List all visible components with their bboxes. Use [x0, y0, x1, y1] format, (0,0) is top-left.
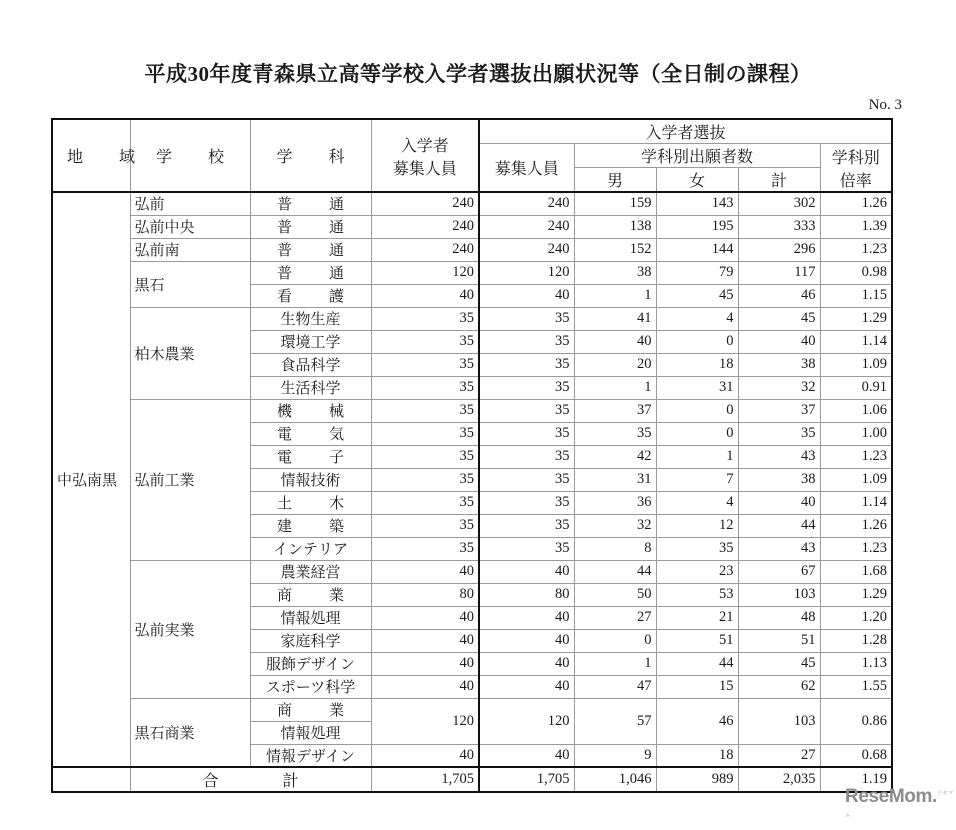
cell-total: 37: [738, 399, 820, 422]
cell-entrance-capacity: 240: [371, 215, 479, 238]
cell-ratio: 1.39: [820, 215, 892, 238]
cell-total: 35: [738, 422, 820, 445]
header-selection-group: 入学者選抜: [479, 119, 892, 144]
cell-entrance-capacity: 35: [371, 468, 479, 491]
cell-capacity: 40: [479, 284, 574, 307]
cell-total-sum: 2,035: [738, 767, 820, 792]
header-ratio-line1: 学科別: [831, 149, 880, 167]
header-school: 学 校: [130, 119, 250, 192]
cell-total: 103: [738, 698, 820, 744]
cell-total: 67: [738, 560, 820, 583]
cell-subject: 普 通: [250, 215, 371, 238]
cell-ratio: 1.00: [820, 422, 892, 445]
cell-ratio: 1.09: [820, 353, 892, 376]
cell-entrance-capacity: 40: [371, 629, 479, 652]
cell-school: 弘前中央: [130, 215, 250, 238]
page-title: 平成30年度青森県立高等学校入学者選抜出願状況等（全日制の課程）: [144, 62, 812, 86]
cell-male: 37: [574, 399, 656, 422]
application-status-table-container: [51, 118, 891, 793]
cell-male: 35: [574, 422, 656, 445]
cell-total: 46: [738, 284, 820, 307]
table-row: [52, 192, 892, 215]
cell-ratio: 1.14: [820, 491, 892, 514]
cell-female: 44: [656, 652, 738, 675]
cell-subject: インテリア: [250, 537, 371, 560]
table-row: [52, 307, 892, 330]
cell-male: 31: [574, 468, 656, 491]
cell-total-entrance-capacity: 1,705: [371, 767, 479, 792]
cell-female: 0: [656, 399, 738, 422]
cell-total: 32: [738, 376, 820, 399]
cell-male: 1: [574, 652, 656, 675]
cell-school: 弘前工業: [130, 399, 250, 560]
cell-subject: 商 業: [250, 698, 371, 721]
cell-female: 23: [656, 560, 738, 583]
cell-school: 弘前実業: [130, 560, 250, 698]
cell-subject: 服飾デザイン: [250, 652, 371, 675]
cell-total: 103: [738, 583, 820, 606]
cell-male: 47: [574, 675, 656, 698]
table-row: [52, 399, 892, 422]
cell-total-male: 1,046: [574, 767, 656, 792]
cell-ratio: 0.86: [820, 698, 892, 744]
cell-entrance-capacity: 35: [371, 330, 479, 353]
cell-ratio: 1.14: [820, 330, 892, 353]
cell-entrance-capacity: 40: [371, 284, 479, 307]
cell-male: 36: [574, 491, 656, 514]
header-entrance-capacity: [371, 119, 479, 192]
cell-capacity: 35: [479, 537, 574, 560]
cell-female: 7: [656, 468, 738, 491]
cell-male: 9: [574, 744, 656, 767]
cell-capacity: 35: [479, 491, 574, 514]
cell-subject: 食品科学: [250, 353, 371, 376]
cell-subject: 建 築: [250, 514, 371, 537]
cell-capacity: 40: [479, 606, 574, 629]
cell-male: 27: [574, 606, 656, 629]
cell-subject: スポーツ科学: [250, 675, 371, 698]
cell-capacity: 35: [479, 353, 574, 376]
cell-entrance-capacity: 120: [371, 261, 479, 284]
cell-male: 0: [574, 629, 656, 652]
header-applicants-group: 学科別出願者数: [574, 144, 820, 168]
cell-subject: 商 業: [250, 583, 371, 606]
header-subject: 学 科: [250, 119, 371, 192]
cell-subject: 生活科学: [250, 376, 371, 399]
cell-ratio: 1.09: [820, 468, 892, 491]
cell-entrance-capacity: 80: [371, 583, 479, 606]
cell-school: 黒石: [130, 261, 250, 307]
cell-total: 45: [738, 652, 820, 675]
cell-capacity: 240: [479, 192, 574, 215]
cell-male: 1: [574, 284, 656, 307]
watermark-text: ReseMom.: [845, 786, 937, 807]
cell-entrance-capacity: 35: [371, 399, 479, 422]
cell-total: 38: [738, 468, 820, 491]
cell-total: 38: [738, 353, 820, 376]
cell-ratio: 0.98: [820, 261, 892, 284]
cell-total: 117: [738, 261, 820, 284]
cell-entrance-capacity: 35: [371, 514, 479, 537]
cell-total: 48: [738, 606, 820, 629]
table-row: [52, 698, 892, 721]
cell-subject: 普 通: [250, 192, 371, 215]
table-row: [52, 261, 892, 284]
cell-capacity: 35: [479, 422, 574, 445]
cell-male: 1: [574, 376, 656, 399]
cell-female: 0: [656, 422, 738, 445]
cell-capacity: 40: [479, 560, 574, 583]
cell-total: 51: [738, 629, 820, 652]
cell-capacity: 120: [479, 261, 574, 284]
cell-entrance-capacity: 40: [371, 560, 479, 583]
cell-total-label: 合 計: [130, 767, 371, 792]
cell-female: 0: [656, 330, 738, 353]
cell-capacity: 120: [479, 698, 574, 744]
cell-ratio: 1.28: [820, 629, 892, 652]
resemom-watermark: [845, 786, 956, 830]
cell-ratio: 1.23: [820, 445, 892, 468]
cell-female: 18: [656, 744, 738, 767]
cell-male: 57: [574, 698, 656, 744]
cell-school: 柏木農業: [130, 307, 250, 399]
cell-subject: 情報技術: [250, 468, 371, 491]
table-row: [52, 215, 892, 238]
header-female: 女: [656, 168, 738, 193]
header-ratio-line2: 倍率: [839, 172, 872, 190]
cell-male: 152: [574, 238, 656, 261]
cell-male: 138: [574, 215, 656, 238]
cell-subject: 機 械: [250, 399, 371, 422]
cell-total: 27: [738, 744, 820, 767]
cell-entrance-capacity: 35: [371, 422, 479, 445]
cell-subject: 普 通: [250, 238, 371, 261]
cell-female: 46: [656, 698, 738, 744]
header-total: 計: [738, 168, 820, 193]
cell-male: 42: [574, 445, 656, 468]
table-header-row-1: [52, 119, 892, 144]
cell-female: 18: [656, 353, 738, 376]
table-total-row: [52, 767, 892, 792]
cell-female: 45: [656, 284, 738, 307]
cell-school: 弘前南: [130, 238, 250, 261]
cell-capacity: 80: [479, 583, 574, 606]
cell-male: 38: [574, 261, 656, 284]
cell-total: 45: [738, 307, 820, 330]
cell-ratio: 0.68: [820, 744, 892, 767]
cell-subject: 家庭科学: [250, 629, 371, 652]
cell-entrance-capacity: 40: [371, 744, 479, 767]
cell-entrance-capacity: 120: [371, 698, 479, 744]
cell-subject: 看 護: [250, 284, 371, 307]
cell-ratio: 1.68: [820, 560, 892, 583]
cell-ratio: 1.06: [820, 399, 892, 422]
cell-capacity: 240: [479, 215, 574, 238]
cell-female: 195: [656, 215, 738, 238]
cell-ratio: 1.26: [820, 192, 892, 215]
cell-entrance-capacity: 35: [371, 376, 479, 399]
cell-entrance-capacity: 40: [371, 652, 479, 675]
cell-capacity: 240: [479, 238, 574, 261]
cell-male: 41: [574, 307, 656, 330]
cell-subject: 情報処理: [250, 606, 371, 629]
cell-female: 51: [656, 629, 738, 652]
cell-total: 40: [738, 330, 820, 353]
cell-female: 143: [656, 192, 738, 215]
header-male: 男: [574, 168, 656, 193]
cell-ratio: 1.15: [820, 284, 892, 307]
header-region: 地 域: [52, 119, 130, 192]
table-row: [52, 560, 892, 583]
cell-total: 44: [738, 514, 820, 537]
cell-ratio: 1.55: [820, 675, 892, 698]
cell-total: 296: [738, 238, 820, 261]
header-capacity: 募集人員: [479, 144, 574, 193]
application-status-table: [51, 118, 893, 793]
cell-subject: 農業経営: [250, 560, 371, 583]
header-entrance-capacity-line2: 募集人員: [392, 160, 457, 178]
cell-capacity: 35: [479, 514, 574, 537]
cell-female: 4: [656, 307, 738, 330]
cell-capacity: 35: [479, 468, 574, 491]
cell-total: 302: [738, 192, 820, 215]
cell-entrance-capacity: 40: [371, 675, 479, 698]
cell-female: 4: [656, 491, 738, 514]
cell-female: 79: [656, 261, 738, 284]
table-row: [52, 238, 892, 261]
cell-capacity: 40: [479, 629, 574, 652]
header-ratio: [820, 144, 892, 193]
cell-female: 144: [656, 238, 738, 261]
cell-female: 35: [656, 537, 738, 560]
cell-subject: 情報処理: [250, 721, 371, 744]
watermark-superscript: リセマム: [845, 790, 954, 819]
cell-subject: 電 気: [250, 422, 371, 445]
cell-ratio: 1.26: [820, 514, 892, 537]
cell-female: 31: [656, 376, 738, 399]
cell-male: 50: [574, 583, 656, 606]
cell-total: 333: [738, 215, 820, 238]
cell-male: 20: [574, 353, 656, 376]
cell-male: 32: [574, 514, 656, 537]
cell-entrance-capacity: 40: [371, 606, 479, 629]
cell-subject: 普 通: [250, 261, 371, 284]
cell-total-female: 989: [656, 767, 738, 792]
cell-total-ratio: 1.19: [820, 767, 892, 792]
cell-entrance-capacity: 240: [371, 192, 479, 215]
cell-ratio: 1.20: [820, 606, 892, 629]
cell-ratio: 1.23: [820, 238, 892, 261]
cell-total: 62: [738, 675, 820, 698]
cell-capacity: 40: [479, 675, 574, 698]
cell-female: 1: [656, 445, 738, 468]
cell-entrance-capacity: 35: [371, 537, 479, 560]
cell-ratio: 0.91: [820, 376, 892, 399]
cell-capacity: 35: [479, 445, 574, 468]
cell-entrance-capacity: 240: [371, 238, 479, 261]
header-entrance-capacity-line1: 入学者: [400, 137, 449, 155]
cell-male: 40: [574, 330, 656, 353]
cell-total-capacity: 1,705: [479, 767, 574, 792]
cell-subject: 環境工学: [250, 330, 371, 353]
cell-entrance-capacity: 35: [371, 353, 479, 376]
cell-total: 40: [738, 491, 820, 514]
cell-region: 中弘南黒: [52, 192, 130, 767]
cell-capacity: 35: [479, 307, 574, 330]
cell-school: 黒石商業: [130, 698, 250, 767]
cell-total: 43: [738, 537, 820, 560]
cell-subject: 生物生産: [250, 307, 371, 330]
cell-male: 159: [574, 192, 656, 215]
cell-female: 15: [656, 675, 738, 698]
cell-entrance-capacity: 35: [371, 307, 479, 330]
cell-region-empty: [52, 767, 130, 792]
cell-capacity: 40: [479, 652, 574, 675]
cell-capacity: 35: [479, 399, 574, 422]
cell-male: 44: [574, 560, 656, 583]
cell-entrance-capacity: 35: [371, 491, 479, 514]
cell-female: 12: [656, 514, 738, 537]
cell-ratio: 1.23: [820, 537, 892, 560]
cell-female: 21: [656, 606, 738, 629]
cell-female: 53: [656, 583, 738, 606]
cell-capacity: 35: [479, 330, 574, 353]
cell-subject: 電 子: [250, 445, 371, 468]
cell-total: 43: [738, 445, 820, 468]
cell-subject: 土 木: [250, 491, 371, 514]
cell-capacity: 40: [479, 744, 574, 767]
cell-capacity: 35: [479, 376, 574, 399]
cell-entrance-capacity: 35: [371, 445, 479, 468]
cell-ratio: 1.29: [820, 307, 892, 330]
cell-school: 弘前: [130, 192, 250, 215]
page-number-label: No. 3: [868, 97, 902, 113]
cell-ratio: 1.29: [820, 583, 892, 606]
cell-subject: 情報デザイン: [250, 744, 371, 767]
cell-male: 8: [574, 537, 656, 560]
cell-ratio: 1.13: [820, 652, 892, 675]
